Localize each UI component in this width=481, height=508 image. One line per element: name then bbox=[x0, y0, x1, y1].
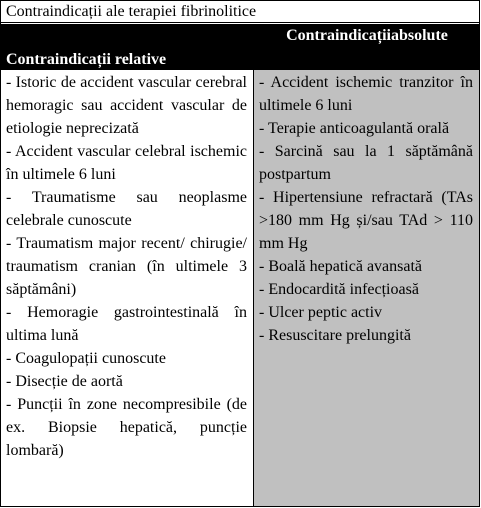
header-absolute: Contraindicațiiabsolute bbox=[286, 27, 448, 44]
relative-contraindications-column bbox=[1, 70, 254, 506]
relative-item: - Traumatisme sau neoplasme celebrale cunoscute bbox=[6, 189, 247, 229]
absolute-item: - Ulcer peptic activ bbox=[259, 304, 383, 321]
relative-item: - Puncții în zone necompresibile (de ex. Biopsie hepatică, puncție lombară) bbox=[6, 396, 247, 459]
table-title: Contraindicații ale terapiei fibrinolitice bbox=[1, 1, 479, 23]
relative-item: - Accident vascular celebral ischemic în ultimele 6 luni bbox=[6, 143, 247, 183]
absolute-item: - Hipertensiune refractară (TAs >180 mm Hg și/sau TAd > 110 mm Hg bbox=[259, 189, 473, 252]
relative-item: - Hemoragie gastrointestinală în ultima lună bbox=[6, 304, 247, 344]
absolute-item: - Endocardită infecțioasă bbox=[259, 281, 419, 298]
absolute-item: - Accident ischemic tranzitor în ultimele 6 luni bbox=[259, 74, 473, 114]
table-header-row bbox=[1, 24, 479, 70]
relative-item: - Disecție de aortă bbox=[6, 373, 123, 390]
relative-item: - Istoric de accident vascular cerebral hemoragic sau accident vascular de etiologie neprecizată bbox=[6, 74, 247, 137]
header-relative: Contraindicații relative bbox=[6, 51, 167, 68]
absolute-item: - Resuscitare prelungită bbox=[259, 327, 411, 344]
relative-item: - Coagulopații cunoscute bbox=[6, 350, 166, 367]
absolute-contraindications-column bbox=[254, 70, 479, 506]
absolute-item: - Sarcină sau la 1 săptămână postpartum bbox=[259, 143, 473, 183]
relative-item: - Traumatism major recent/ chirugie/ traumatism cranian (în ultimele 3 săptămâni) bbox=[6, 235, 247, 298]
absolute-item: - Boală hepatică avansată bbox=[259, 258, 423, 275]
absolute-item: - Terapie anticoagulantă orală bbox=[259, 120, 450, 137]
